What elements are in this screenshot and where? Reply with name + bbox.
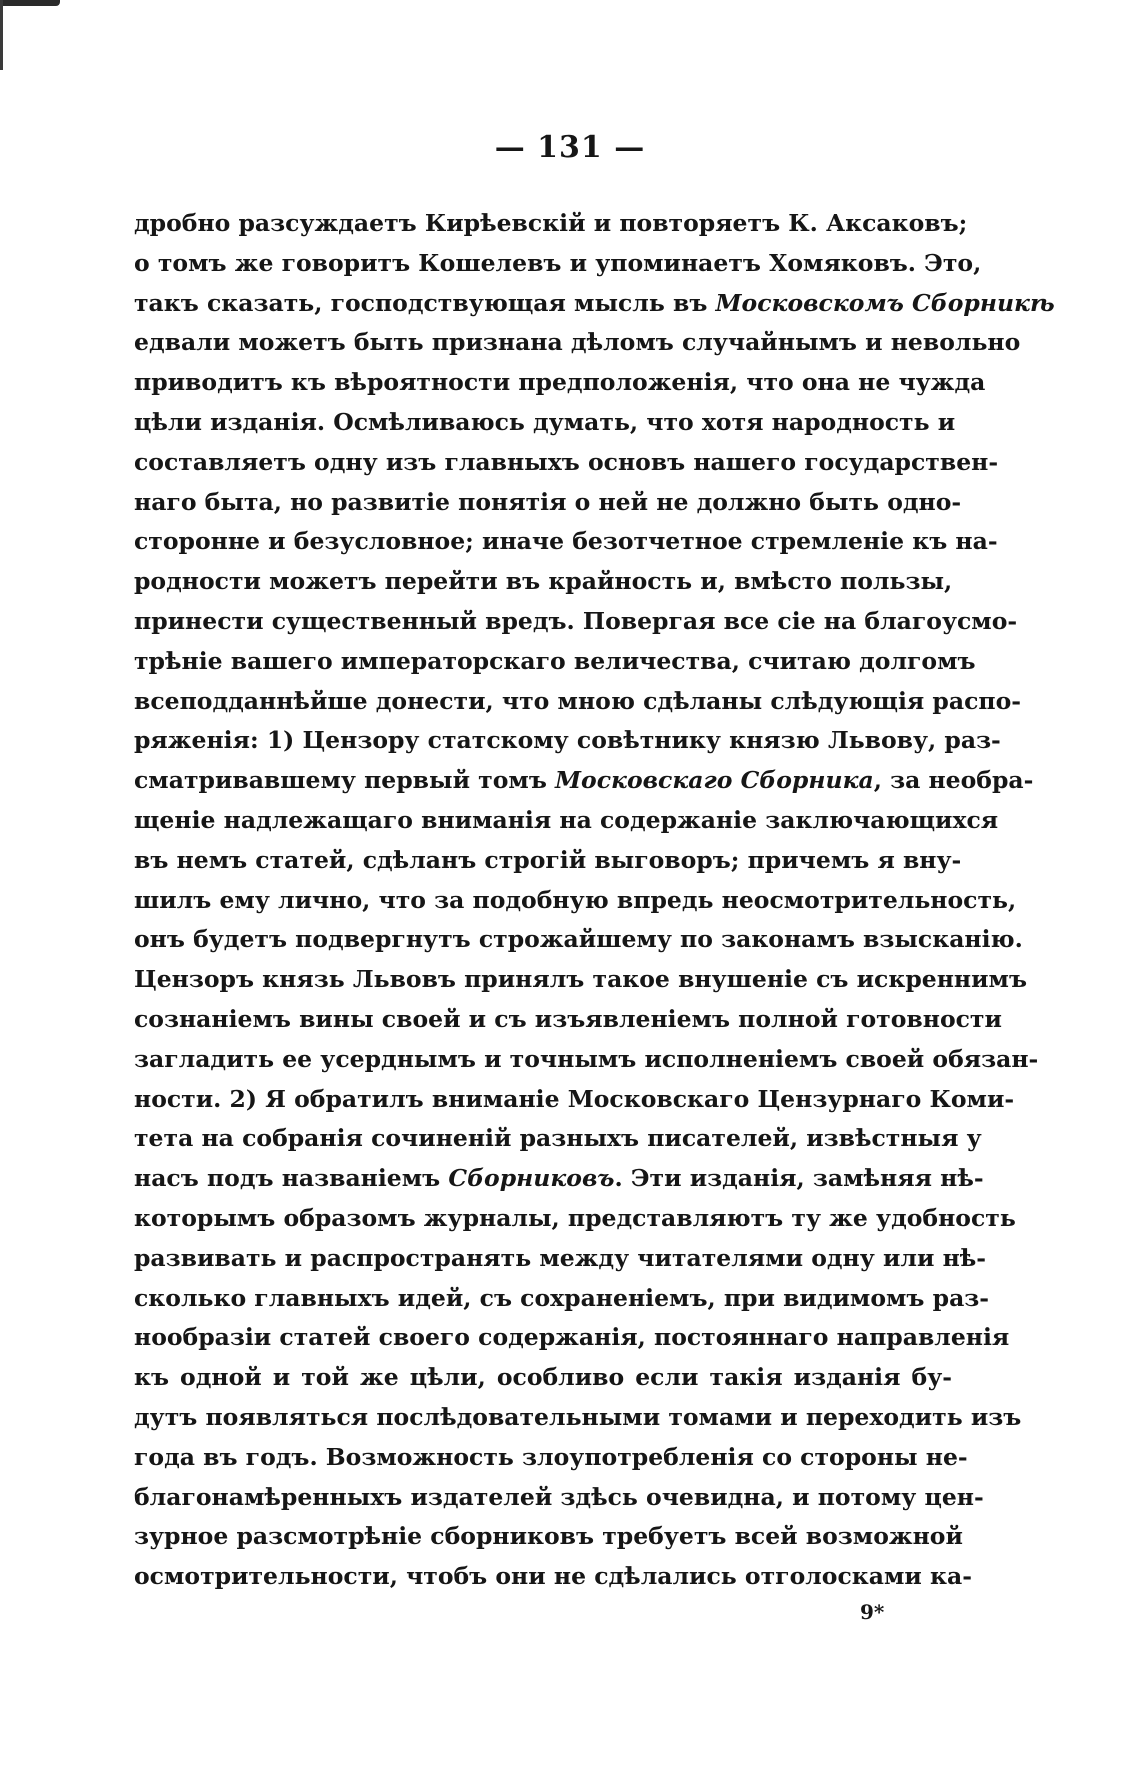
text-segment: , за необра-	[873, 766, 1034, 795]
text-segment: всеподданнѣйше донести, что мною сдѣланы слѣдующія распо-	[134, 686, 1022, 715]
text-segment: составляетъ одну изъ главныхъ основъ нашего государствен-	[134, 447, 999, 476]
page-number: — 131 —	[494, 130, 646, 165]
text-line	[134, 761, 1034, 801]
text-segment: принести существенный вредъ. Повергая все сіе на благоусмо-	[134, 606, 1018, 635]
text-line	[134, 483, 962, 523]
text-segment: онъ будетъ подвергнутъ строжайшему по законамъ взысканію.	[134, 925, 1023, 954]
text-line	[134, 1119, 982, 1159]
text-segment: нообразіи статей своего содержанія, постояннаго направленія	[134, 1323, 1010, 1352]
text-line	[134, 1478, 984, 1518]
text-line	[134, 1557, 972, 1597]
text-line	[134, 522, 998, 562]
text-line	[134, 284, 1055, 324]
text-segment: ности. 2) Я обратилъ вниманіе Московскаго Цензурнаго Коми-	[134, 1084, 1015, 1113]
text-line	[134, 920, 1023, 960]
italic-title: Сборниковъ	[448, 1164, 615, 1193]
text-segment: родности можетъ перейти въ крайность и, вмѣсто пользы,	[134, 567, 953, 596]
text-segment: дутъ появляться послѣдовательными томами и переходить изъ	[134, 1402, 1022, 1431]
text-segment: сколько главныхъ идей, съ сохраненіемъ, при видимомъ раз-	[134, 1283, 990, 1312]
text-line	[134, 1239, 987, 1279]
text-line	[134, 801, 999, 841]
text-line	[134, 363, 986, 403]
text-segment: наго быта, но развитіе понятія о ней не должно быть одно-	[134, 487, 962, 516]
text-segment: Цензоръ князь Львовъ принялъ такое внушеніе съ искреннимъ	[134, 965, 1027, 994]
text-line	[134, 204, 968, 244]
text-line	[134, 443, 999, 483]
text-line	[134, 602, 1018, 642]
text-line	[134, 642, 976, 682]
text-segment: такъ сказать, господствующая мысль въ	[134, 288, 716, 317]
text-line	[134, 562, 952, 602]
text-segment: тета на собранія сочиненій разныхъ писателей, извѣстныя у	[134, 1124, 982, 1153]
text-segment: къ одной и той же цѣли, особливо если такія изданія бу-	[134, 1363, 952, 1392]
text-line	[134, 682, 1022, 722]
text-line	[134, 1398, 1022, 1438]
text-line	[134, 1438, 968, 1478]
text-segment: ряженія: 1) Цензору статскому совѣтнику князю Львову, раз-	[134, 726, 1001, 755]
text-segment: развивать и распространять между читателями одну или нѣ-	[134, 1243, 987, 1272]
text-segment: въ немъ статей, сдѣланъ строгій выговоръ; причемъ я вну-	[134, 845, 962, 874]
text-line	[134, 1159, 984, 1199]
text-line	[134, 1358, 952, 1398]
text-segment: приводитъ къ вѣроятности предположенія, что она не чужда	[134, 368, 986, 397]
text-segment: осмотрительности, чтобъ они не сдѣлались отголосками ка-	[134, 1562, 972, 1591]
italic-title: Московскаго Сборника	[555, 766, 874, 795]
text-segment: насъ подъ названіемъ	[134, 1164, 449, 1193]
text-segment: благонамѣренныхъ издателей здѣсь очевидна, и потому цен-	[134, 1482, 984, 1511]
text-line	[134, 1517, 963, 1557]
text-segment: щеніе надлежащаго вниманія на содержаніе заключающихся	[134, 805, 999, 834]
text-line	[134, 244, 982, 284]
text-line	[134, 1318, 1010, 1358]
text-segment: загладить ее усерднымъ и точнымъ исполненіемъ своей обязан-	[134, 1044, 1039, 1073]
text-segment: едвали можетъ быть признана дѣломъ случайнымъ и невольно	[134, 328, 1021, 357]
text-segment: года въ годъ. Возможность злоупотребленія со стороны не-	[134, 1442, 968, 1471]
text-segment: дробно разсуждаетъ Кирѣевскій и повторяетъ К. Аксаковъ;	[134, 209, 968, 237]
text-segment: . Эти изданія, замѣняя нѣ-	[614, 1164, 984, 1193]
text-segment: шилъ ему лично, что за подобную впредь неосмотрительность,	[134, 885, 1017, 914]
text-line	[134, 841, 962, 881]
text-line	[134, 881, 1017, 921]
text-line	[134, 403, 956, 443]
text-line	[134, 1199, 1016, 1239]
text-segment: сторонне и безусловное; иначе безотчетное стремленіе къ на-	[134, 527, 998, 556]
text-segment: цѣли изданія. Осмѣливаюсь думать, что хотя народность и	[134, 407, 956, 436]
text-line	[134, 960, 1027, 1000]
text-segment: зурное разсмотрѣніе сборниковъ требуетъ всей возможной	[134, 1522, 963, 1551]
text-segment: трѣніе вашего императорскаго величества, считаю долгомъ	[134, 646, 976, 675]
body-text	[134, 204, 1055, 1597]
text-line	[134, 1000, 1002, 1040]
text-segment: о томъ же говоритъ Кошелевъ и упоминаетъ Хомяковъ. Это,	[134, 248, 982, 277]
text-line	[134, 1040, 1039, 1080]
text-line	[134, 1080, 1015, 1120]
scan-edge-mark	[0, 0, 60, 6]
text-segment: сознаніемъ вины своей и съ изъявленіемъ полной готовности	[134, 1004, 1002, 1033]
scan-edge-line	[0, 0, 3, 70]
text-segment: сматривавшему первый томъ	[134, 766, 556, 795]
text-line	[134, 323, 1021, 363]
text-segment: которымъ образомъ журналы, представляютъ ту же удобность	[134, 1203, 1016, 1232]
italic-title: Московскомъ Сборникѣ	[715, 288, 1055, 317]
text-line	[134, 721, 1001, 761]
text-line	[134, 1279, 990, 1319]
signature-mark: 9*	[860, 1600, 885, 1624]
